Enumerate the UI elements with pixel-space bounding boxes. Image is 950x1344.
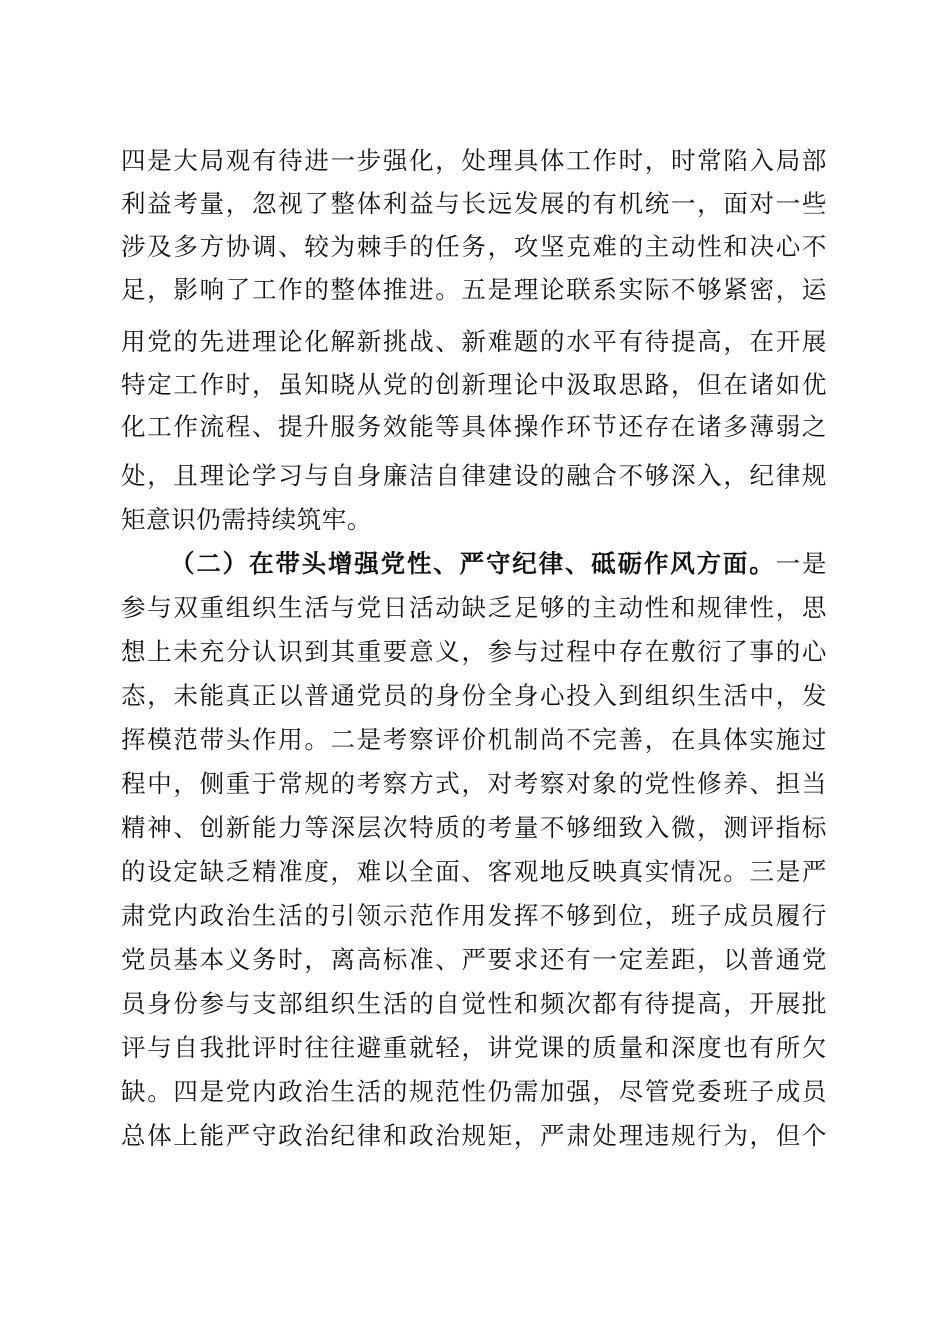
text-line: 利益考量，忽视了整体利益与长远发展的有机统一，面对一些	[121, 189, 827, 218]
text-line: 参与双重组织生活与党日活动缺乏足够的主动性和规律性，思	[121, 593, 827, 622]
text-line: 化工作流程、提升服务效能等具体操作环节还存在诸多薄弱之	[121, 412, 827, 441]
text-line: 态，未能真正以普通党员的身份全身心投入到组织生活中，发	[121, 681, 827, 710]
text-line: 特定工作时，虽知晓从党的创新理论中汲取思路，但在诸如优	[121, 370, 827, 399]
text-line: 的设定缺乏精准度，难以全面、客观地反映真实情况。三是严	[121, 857, 827, 886]
heading-line-rest: 一是	[775, 549, 827, 578]
text-line: 挥模范带头作用。二是考察评价机制尚不完善，在具体实施过	[121, 725, 827, 754]
text-line: 涉及多方协调、较为棘手的任务，攻坚克难的主动性和决心不	[121, 232, 827, 261]
text-line: 肃党内政治生活的引领示范作用发挥不够到位，班子成员履行	[121, 901, 827, 930]
text-line: 评与自我批评时往往避重就轻，讲党课的质量和深度也有所欠	[121, 1033, 827, 1062]
section-heading-line	[170, 544, 827, 584]
text-line: 员身份参与支部组织生活的自觉性和频次都有待提高，开展批	[121, 989, 827, 1018]
text-line: 党员基本义务时，离高标准、严要求还有一定差距，以普通党	[121, 945, 827, 974]
text-line: 四是大局观有待进一步强化，处理具体工作时，时常陷入局部	[121, 146, 827, 175]
text-line: 足，影响了工作的整体推进。五是理论联系实际不够紧密，运	[121, 275, 827, 304]
text-line: 处，且理论学习与自身廉洁自律建设的融合不够深入，纪律规	[121, 461, 827, 490]
text-line: 精神、创新能力等深层次特质的考量不够细致入微，测评指标	[121, 813, 827, 842]
text-line: 程中，侧重于常规的考察方式，对考察对象的党性修养、担当	[121, 769, 827, 798]
text-line: 用党的先进理论化解新挑战、新难题的水平有待提高，在开展	[121, 327, 827, 356]
section-heading: （二）在带头增强党性、严守纪律、砥砺作风方面。	[170, 549, 776, 578]
text-line: 想上未充分认识到其重要意义，参与过程中存在敷衍了事的心	[121, 637, 827, 666]
text-line: 矩意识仍需持续筑牢。	[121, 505, 372, 534]
text-line: 缺。四是党内政治生活的规范性仍需加强，尽管党委班子成员	[121, 1077, 827, 1106]
text-line: 总体上能严守政治纪律和政治规矩，严肃处理违规行为，但个	[121, 1121, 827, 1150]
